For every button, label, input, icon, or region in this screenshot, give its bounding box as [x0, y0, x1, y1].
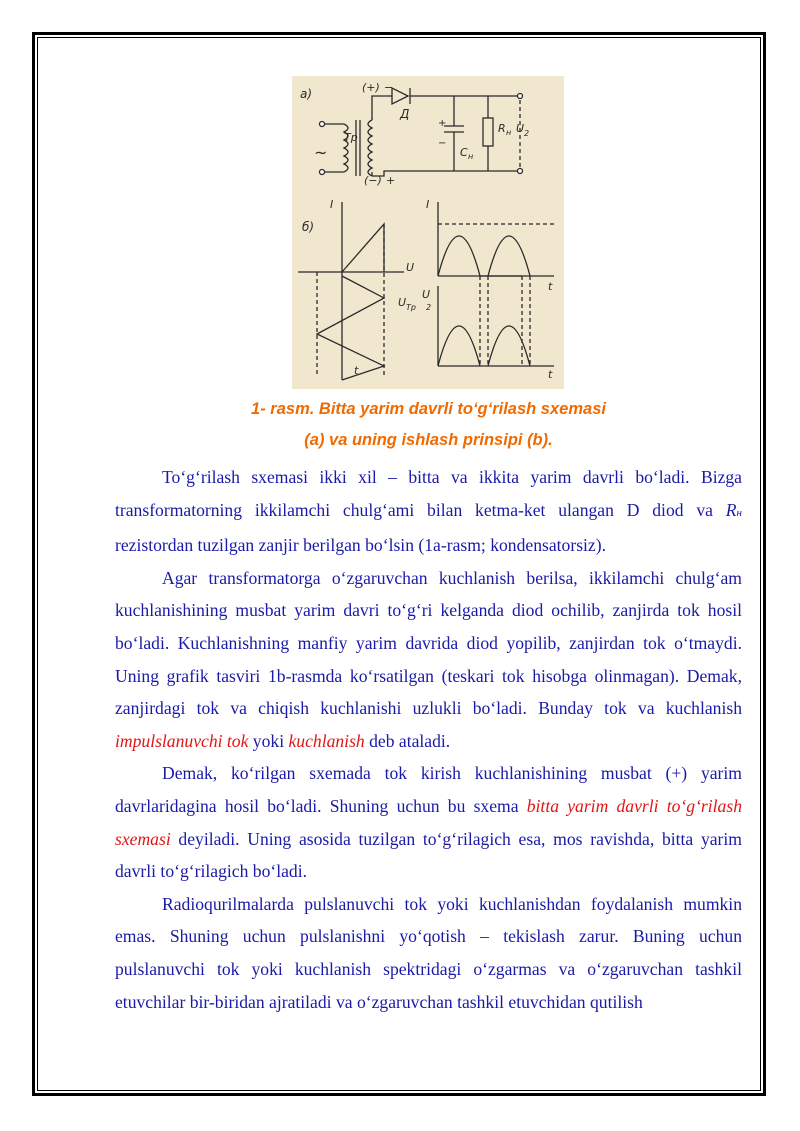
paragraph-4: Radioqurilmalarda pulslanuvchi tok yoki kuchlanishdan foydalanish mumkin emas. Shuning uchun pulslanishni yo‘qotish – tekislash zarur. Buning uchun pulslanuvchi tok yoki kuchlanish spektridagi o‘zgarmas va o‘zgaruvchan tashkil etuvchilar bir-biridan ajratiladi va o‘zgaruvchan tashkil etuvchidan qutilish — [115, 893, 742, 1012]
label-u2b-sub: 2 — [426, 303, 432, 312]
label-capacitor: C — [460, 146, 468, 159]
body-text — [115, 461, 742, 1018]
label-i-axis-2: I — [426, 198, 430, 211]
paragraph-2-text-b: yoki — [248, 730, 289, 751]
paragraph-3-text-a: Demak, ko‘rilgan sxemada tok kirish kuchlanishining musbat (+) yarim davrlaridagina hosil bo‘ladi. Shuning uchun bu sxema — [115, 763, 742, 816]
label-t3: t — [548, 368, 553, 381]
rectifier-diagram — [292, 76, 564, 389]
circuit-figure — [292, 76, 564, 389]
resistor-letter: R — [725, 499, 737, 520]
label-diode: Д — [400, 107, 410, 121]
label-ac-source: ~ — [314, 143, 328, 162]
label-resistor: R — [498, 122, 506, 135]
label-plus-bottom: + — [386, 174, 396, 187]
label-plus-top: (+) — [362, 81, 380, 94]
label-i-axis: I — [330, 198, 334, 211]
label-b: б) — [302, 220, 315, 234]
figure-caption-line-1: 1- rasm. Bitta yarim davrli to‘g‘rilash sxemasi — [251, 400, 606, 418]
label-minus-top: − — [384, 81, 394, 94]
paragraph-2-text-c: deb ataladi. — [364, 730, 451, 751]
paragraph-3 — [115, 757, 742, 887]
paragraph-2-text-a: Agar transformatorga o‘zgaruvchan kuchlanish berilsa, ikkilamchi chulg‘am kuchlanishining musbat yarim davri to‘g‘ri kelganda diod ochilib, zanjirda tok hosil bo‘ladi. Kuchlanishning manfiy yarim davrida diod yopilib, zanjirdan tok o‘tmaydi. Uning grafik tasviri 1b-rasmda ko‘rsatilgan (teskari tok hisobga olinmagan). Demak, zanjirdagi tok va chiqish kuchlanishi uzlukli bo‘ladi. Bunday tok va kuchlanish — [115, 567, 742, 719]
paragraph-2 — [115, 562, 742, 758]
label-minus-bottom: (−) — [364, 174, 382, 187]
label-u2: U — [516, 122, 525, 135]
figure-caption-line-2: (a) va uning ishlash prinsipi (b). — [304, 431, 553, 449]
paragraph-1 — [115, 461, 742, 562]
label-transformer: Tp — [344, 131, 358, 144]
label-a: a) — [300, 87, 313, 101]
paragraph-3-text-b: deyiladi. Uning asosida tuzilgan to‘g‘rilagich esa, mos ravishda, bitta yarim davrli to‘g‘rilagich bo‘ladi. — [115, 828, 742, 882]
label-utp-sub: Tp — [406, 303, 416, 312]
label-u2b: U — [422, 288, 431, 301]
label-capacitor-sub: н — [468, 152, 474, 161]
term-half-wave-rectifier: bitta yarim davrli to‘g‘rilash sxemasi — [115, 795, 742, 849]
label-u-axis: U — [406, 261, 415, 274]
resistor-subscript: н — [736, 506, 742, 519]
label-utp: U — [398, 296, 407, 309]
resistor-symbol — [726, 500, 742, 520]
term-voltage: kuchlanish — [288, 730, 365, 751]
paragraph-1-text-b: rezistordan tuzilgan zanjir berilgan bo‘lsin (1a-rasm; kondensatorsiz). — [115, 535, 606, 556]
term-impulse-current: impulslanuvchi tok — [115, 730, 249, 751]
label-resistor-sub: н — [506, 128, 512, 137]
label-u2-sub: 2 — [524, 129, 530, 138]
svg-text:+: + — [438, 118, 447, 129]
label-t1: t — [354, 364, 359, 377]
label-t2: t — [548, 280, 553, 293]
paragraph-1-text-a: To‘g‘rilash sxemasi ikki xil – bitta va ikkita yarim davrli bo‘ladi. Bizga transformatorning ikkilamchi chulg‘ami bilan ketma-ket ulangan D diod va — [115, 467, 742, 520]
svg-text:−: − — [438, 138, 447, 149]
